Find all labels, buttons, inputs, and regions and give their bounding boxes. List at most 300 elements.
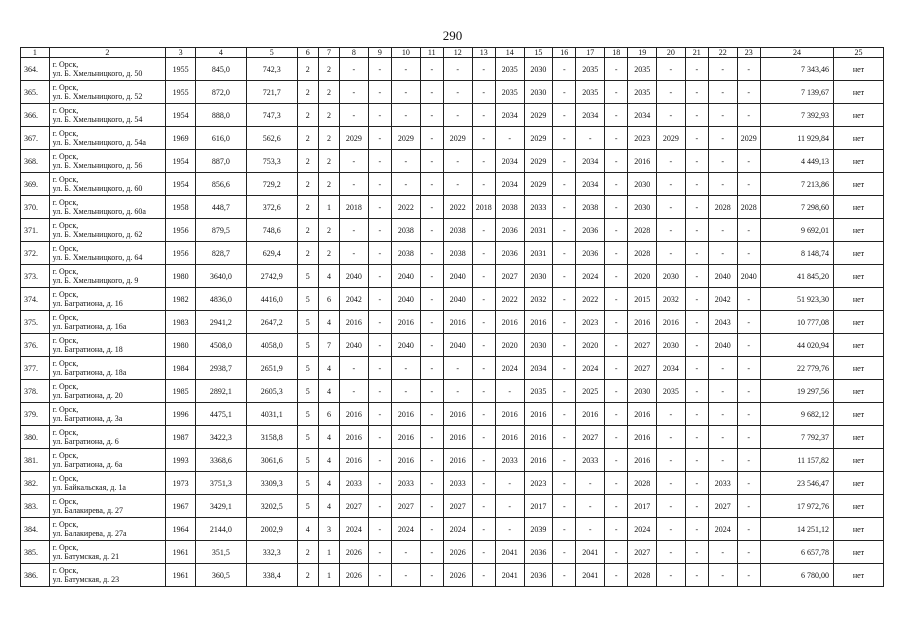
living-area: 562,6 <box>246 127 297 150</box>
repair-year-cell: 2027 <box>340 495 369 518</box>
row-number: 374. <box>21 288 50 311</box>
cost: 7 392,93 <box>760 104 833 127</box>
column-number: 24 <box>760 48 833 58</box>
note: нет <box>834 357 884 380</box>
floors: 5 <box>297 334 318 357</box>
row-number: 369. <box>21 173 50 196</box>
repair-year-cell: - <box>605 265 628 288</box>
repair-year-cell: 2035 <box>576 81 605 104</box>
repair-year-cell: 2016 <box>443 403 472 426</box>
repair-year-cell: - <box>576 518 605 541</box>
repair-year-cell: 2029 <box>443 127 472 150</box>
repair-year-cell: 2028 <box>708 196 737 219</box>
cost: 41 845,20 <box>760 265 833 288</box>
repair-year-cell: - <box>495 127 524 150</box>
floors: 5 <box>297 380 318 403</box>
address-street: ул. Б. Хмельницкого, д. 52 <box>52 92 143 101</box>
column-number: 19 <box>628 48 657 58</box>
table-row <box>21 81 884 104</box>
repair-year-cell: - <box>605 311 628 334</box>
floors: 5 <box>297 472 318 495</box>
repair-year-cell: - <box>420 219 443 242</box>
column-number-row <box>21 48 884 58</box>
repair-year-cell: - <box>368 288 391 311</box>
repair-year-cell: 2016 <box>524 426 553 449</box>
address-street: ул. Багратиона, д. 18а <box>52 368 127 377</box>
repair-year-cell: - <box>605 449 628 472</box>
repair-year-cell: - <box>737 311 760 334</box>
note: нет <box>834 518 884 541</box>
repair-year-cell: - <box>420 173 443 196</box>
table-row <box>21 541 884 564</box>
address-cell <box>49 541 166 564</box>
repair-year-cell: - <box>553 449 576 472</box>
repair-year-cell: 2026 <box>340 541 369 564</box>
cost: 19 297,56 <box>760 380 833 403</box>
repair-year-cell: - <box>553 288 576 311</box>
repair-year-cell: 2040 <box>392 265 421 288</box>
repair-year-cell: - <box>708 242 737 265</box>
repair-year-cell: - <box>472 334 495 357</box>
entrances: 2 <box>318 127 339 150</box>
build-year: 1961 <box>166 564 196 587</box>
repair-year-cell: - <box>737 104 760 127</box>
repair-year-cell: 2027 <box>628 357 657 380</box>
address-cell <box>49 127 166 150</box>
living-area: 332,3 <box>246 541 297 564</box>
address-city: г. Орск, <box>52 497 79 506</box>
repair-year-cell: - <box>340 81 369 104</box>
repair-year-cell: - <box>685 81 708 104</box>
living-area: 4058,0 <box>246 334 297 357</box>
living-area: 4416,0 <box>246 288 297 311</box>
floors: 5 <box>297 265 318 288</box>
repair-year-cell: - <box>420 104 443 127</box>
repair-year-cell: - <box>472 495 495 518</box>
repair-year-cell: 2040 <box>340 334 369 357</box>
address-cell <box>49 173 166 196</box>
repair-year-cell: 2041 <box>495 564 524 587</box>
repair-year-cell: - <box>420 495 443 518</box>
table-row <box>21 426 884 449</box>
repair-year-cell: 2034 <box>495 173 524 196</box>
repair-year-cell: 2016 <box>443 449 472 472</box>
repair-year-cell: 2026 <box>443 541 472 564</box>
build-year: 1955 <box>166 81 196 104</box>
repair-year-cell: - <box>472 357 495 380</box>
repair-year-cell: - <box>657 449 686 472</box>
repair-year-cell: 2027 <box>628 334 657 357</box>
repair-year-cell: - <box>685 403 708 426</box>
row-number: 377. <box>21 357 50 380</box>
living-area: 2742,9 <box>246 265 297 288</box>
entrances: 4 <box>318 472 339 495</box>
repair-year-cell: - <box>420 81 443 104</box>
total-area: 3368,6 <box>195 449 246 472</box>
repair-year-cell: - <box>605 196 628 219</box>
column-number: 12 <box>443 48 472 58</box>
repair-year-cell: - <box>685 150 708 173</box>
repair-year-cell: - <box>443 380 472 403</box>
address-street: ул. Б. Хмельницкого, д. 50 <box>52 69 143 78</box>
repair-year-cell: - <box>685 541 708 564</box>
repair-year-cell: 2026 <box>443 564 472 587</box>
row-number: 376. <box>21 334 50 357</box>
repair-year-cell: 2029 <box>524 104 553 127</box>
repair-year-cell: - <box>605 564 628 587</box>
repair-year-cell: - <box>657 81 686 104</box>
note: нет <box>834 219 884 242</box>
repair-year-cell: - <box>368 518 391 541</box>
repair-year-cell: - <box>576 127 605 150</box>
repair-year-cell: 2029 <box>392 127 421 150</box>
repair-year-cell: - <box>685 173 708 196</box>
repair-year-cell: 2040 <box>392 288 421 311</box>
repair-year-cell: - <box>708 219 737 242</box>
repair-year-cell: 2023 <box>576 311 605 334</box>
address-street: ул. Б. Хмельницкого, д. 60 <box>52 184 143 193</box>
repair-year-cell: - <box>605 334 628 357</box>
repair-year-cell: - <box>392 380 421 403</box>
note: нет <box>834 288 884 311</box>
repair-year-cell: 2024 <box>576 265 605 288</box>
row-number: 378. <box>21 380 50 403</box>
build-year: 1954 <box>166 104 196 127</box>
repair-year-cell: 2030 <box>628 196 657 219</box>
cost: 10 777,08 <box>760 311 833 334</box>
repair-year-cell: 2022 <box>443 196 472 219</box>
repair-year-cell: - <box>368 219 391 242</box>
repair-year-cell: 2016 <box>443 426 472 449</box>
repair-year-cell: 2040 <box>708 334 737 357</box>
repair-year-cell: - <box>392 173 421 196</box>
repair-year-cell: - <box>472 81 495 104</box>
repair-year-cell: 2036 <box>495 242 524 265</box>
repair-year-cell: - <box>392 357 421 380</box>
repair-year-cell: - <box>708 449 737 472</box>
repair-year-cell: - <box>472 472 495 495</box>
repair-year-cell: - <box>420 403 443 426</box>
repair-year-cell: - <box>368 541 391 564</box>
column-number: 8 <box>340 48 369 58</box>
row-number: 384. <box>21 518 50 541</box>
column-number: 10 <box>392 48 421 58</box>
repair-year-cell: 2033 <box>392 472 421 495</box>
repair-year-cell: 2038 <box>443 219 472 242</box>
repair-year-cell: - <box>685 127 708 150</box>
living-area: 3061,6 <box>246 449 297 472</box>
repair-year-cell: - <box>392 564 421 587</box>
entrances: 2 <box>318 104 339 127</box>
column-number: 16 <box>553 48 576 58</box>
column-number: 13 <box>472 48 495 58</box>
row-number: 372. <box>21 242 50 265</box>
repair-year-cell: 2033 <box>524 196 553 219</box>
repair-year-cell: 2035 <box>628 81 657 104</box>
repair-year-cell: - <box>368 311 391 334</box>
total-area: 856,6 <box>195 173 246 196</box>
repair-year-cell: - <box>368 472 391 495</box>
repair-year-cell: - <box>340 104 369 127</box>
cost: 4 449,13 <box>760 150 833 173</box>
repair-year-cell: 2016 <box>628 403 657 426</box>
repair-year-cell: - <box>443 173 472 196</box>
living-area: 3158,8 <box>246 426 297 449</box>
address-cell <box>49 265 166 288</box>
repair-year-cell: - <box>368 104 391 127</box>
repair-year-cell: - <box>605 518 628 541</box>
build-year: 1956 <box>166 219 196 242</box>
repair-year-cell: 2030 <box>524 81 553 104</box>
column-number: 9 <box>368 48 391 58</box>
repair-year-cell: - <box>657 150 686 173</box>
repair-year-cell: - <box>553 334 576 357</box>
repair-year-cell: 2040 <box>392 334 421 357</box>
repair-year-cell: - <box>443 81 472 104</box>
address-city: г. Орск, <box>52 474 79 483</box>
cost: 7 792,37 <box>760 426 833 449</box>
address-street: ул. Багратиона, д. 6а <box>52 460 123 469</box>
total-area: 845,0 <box>195 58 246 81</box>
repair-year-cell: - <box>553 219 576 242</box>
repair-year-cell: - <box>553 265 576 288</box>
repair-year-cell: 2023 <box>524 472 553 495</box>
repair-year-cell: - <box>737 403 760 426</box>
floors: 5 <box>297 357 318 380</box>
repair-year-cell: - <box>605 173 628 196</box>
repair-year-cell: 2016 <box>524 449 553 472</box>
address-city: г. Орск, <box>52 83 79 92</box>
repair-year-cell: - <box>685 242 708 265</box>
column-number: 3 <box>166 48 196 58</box>
note: нет <box>834 472 884 495</box>
repair-year-cell: - <box>657 219 686 242</box>
repair-year-cell: - <box>340 173 369 196</box>
repair-year-cell: - <box>340 242 369 265</box>
note: нет <box>834 449 884 472</box>
repair-year-cell: - <box>737 541 760 564</box>
repair-year-cell: - <box>495 472 524 495</box>
repair-year-cell: - <box>657 242 686 265</box>
entrances: 2 <box>318 150 339 173</box>
note: нет <box>834 426 884 449</box>
entrances: 2 <box>318 58 339 81</box>
cost: 11 157,82 <box>760 449 833 472</box>
table-row <box>21 518 884 541</box>
repair-year-cell: - <box>472 541 495 564</box>
floors: 2 <box>297 81 318 104</box>
address-cell <box>49 58 166 81</box>
repair-year-cell: 2027 <box>628 541 657 564</box>
repair-year-cell: - <box>657 495 686 518</box>
cost: 22 779,76 <box>760 357 833 380</box>
column-number: 4 <box>195 48 246 58</box>
cost: 44 020,94 <box>760 334 833 357</box>
repair-year-cell: 2034 <box>495 150 524 173</box>
repair-year-cell: - <box>605 403 628 426</box>
column-number: 18 <box>605 48 628 58</box>
total-area: 4508,0 <box>195 334 246 357</box>
living-area: 2605,3 <box>246 380 297 403</box>
repair-year-cell: - <box>657 564 686 587</box>
living-area: 2651,9 <box>246 357 297 380</box>
column-number: 11 <box>420 48 443 58</box>
repair-year-cell: - <box>685 518 708 541</box>
total-area: 828,7 <box>195 242 246 265</box>
build-year: 1993 <box>166 449 196 472</box>
column-number: 7 <box>318 48 339 58</box>
repair-year-cell: - <box>553 564 576 587</box>
repair-year-cell: - <box>553 173 576 196</box>
address-street: ул. Багратиона, д. 3а <box>52 414 123 423</box>
total-area: 616,0 <box>195 127 246 150</box>
repair-year-cell: 2028 <box>628 219 657 242</box>
table-row <box>21 472 884 495</box>
repair-year-cell: 2030 <box>628 380 657 403</box>
repair-year-cell: - <box>495 495 524 518</box>
repair-year-cell: - <box>737 357 760 380</box>
repair-year-cell: - <box>708 541 737 564</box>
repair-year-cell: 2031 <box>524 242 553 265</box>
note: нет <box>834 334 884 357</box>
living-area: 721,7 <box>246 81 297 104</box>
total-area: 3640,0 <box>195 265 246 288</box>
repair-year-cell: - <box>472 380 495 403</box>
repair-year-cell: - <box>495 518 524 541</box>
repair-year-cell: - <box>737 242 760 265</box>
address-cell <box>49 150 166 173</box>
repair-year-cell: - <box>553 58 576 81</box>
repair-year-cell: 2039 <box>524 518 553 541</box>
repair-year-cell: 2028 <box>737 196 760 219</box>
repair-year-cell: 2033 <box>576 449 605 472</box>
repair-year-cell: - <box>340 150 369 173</box>
address-city: г. Орск, <box>52 60 79 69</box>
repair-year-cell: 2032 <box>657 288 686 311</box>
living-area: 629,4 <box>246 242 297 265</box>
table-row <box>21 357 884 380</box>
repair-year-cell: - <box>576 472 605 495</box>
repair-year-cell: - <box>420 449 443 472</box>
repair-year-cell: - <box>368 150 391 173</box>
repair-year-cell: 2016 <box>443 311 472 334</box>
repair-year-cell: - <box>708 357 737 380</box>
repair-year-cell: - <box>737 81 760 104</box>
repair-year-cell: - <box>420 242 443 265</box>
repair-year-cell: 2027 <box>392 495 421 518</box>
address-street: ул. Б. Хмельницкого, д. 60а <box>52 207 146 216</box>
cost: 11 929,84 <box>760 127 833 150</box>
repair-year-cell: - <box>737 518 760 541</box>
column-number: 1 <box>21 48 50 58</box>
repair-year-cell: - <box>605 81 628 104</box>
floors: 2 <box>297 104 318 127</box>
repair-year-cell: 2035 <box>495 81 524 104</box>
repair-year-cell: - <box>340 357 369 380</box>
cost: 6 780,00 <box>760 564 833 587</box>
entrances: 4 <box>318 311 339 334</box>
repair-year-cell: - <box>605 541 628 564</box>
repair-year-cell: - <box>685 357 708 380</box>
entrances: 2 <box>318 173 339 196</box>
build-year: 1955 <box>166 58 196 81</box>
repair-year-cell: - <box>368 173 391 196</box>
repair-year-cell: 2028 <box>628 242 657 265</box>
entrances: 1 <box>318 564 339 587</box>
repair-year-cell: - <box>605 472 628 495</box>
repair-year-cell: 2040 <box>737 265 760 288</box>
repair-year-cell: - <box>657 518 686 541</box>
floors: 5 <box>297 449 318 472</box>
row-number: 380. <box>21 426 50 449</box>
repair-year-cell: 2029 <box>524 150 553 173</box>
repair-year-cell: 2016 <box>628 311 657 334</box>
row-number: 370. <box>21 196 50 219</box>
repair-year-cell: 2027 <box>708 495 737 518</box>
repair-year-cell: - <box>737 380 760 403</box>
repair-year-cell: - <box>420 472 443 495</box>
repair-year-cell: - <box>472 242 495 265</box>
repair-year-cell: - <box>420 380 443 403</box>
entrances: 2 <box>318 81 339 104</box>
note: нет <box>834 58 884 81</box>
build-year: 1954 <box>166 150 196 173</box>
repair-year-cell: 2016 <box>495 403 524 426</box>
repair-year-cell: 2025 <box>576 380 605 403</box>
cost: 23 546,47 <box>760 472 833 495</box>
repair-year-cell: - <box>472 403 495 426</box>
repair-year-cell: - <box>685 58 708 81</box>
living-area: 372,6 <box>246 196 297 219</box>
repair-year-cell: 2027 <box>495 265 524 288</box>
table-row <box>21 242 884 265</box>
repair-year-cell: - <box>472 104 495 127</box>
row-number: 379. <box>21 403 50 426</box>
repair-year-cell: 2036 <box>495 219 524 242</box>
address-cell <box>49 518 166 541</box>
repair-year-cell: - <box>553 426 576 449</box>
repair-year-cell: - <box>553 541 576 564</box>
build-year: 1980 <box>166 265 196 288</box>
repair-year-cell: - <box>420 541 443 564</box>
column-number: 25 <box>834 48 884 58</box>
repair-year-cell: - <box>420 265 443 288</box>
repair-year-cell: - <box>685 104 708 127</box>
build-year: 1980 <box>166 334 196 357</box>
row-number: 383. <box>21 495 50 518</box>
address-street: ул. Багратиона, д. 16 <box>52 299 123 308</box>
repair-year-cell: - <box>443 357 472 380</box>
floors: 2 <box>297 173 318 196</box>
total-area: 887,0 <box>195 150 246 173</box>
repair-year-cell: - <box>685 288 708 311</box>
cost: 9 682,12 <box>760 403 833 426</box>
repair-year-cell: 2034 <box>576 150 605 173</box>
total-area: 3751,3 <box>195 472 246 495</box>
address-cell <box>49 564 166 587</box>
row-number: 365. <box>21 81 50 104</box>
total-area: 2941,2 <box>195 311 246 334</box>
repair-year-cell: 2020 <box>628 265 657 288</box>
repair-year-cell: - <box>737 58 760 81</box>
table-row <box>21 495 884 518</box>
total-area: 2144,0 <box>195 518 246 541</box>
address-city: г. Орск, <box>52 244 79 253</box>
repair-year-cell: - <box>392 541 421 564</box>
note: нет <box>834 81 884 104</box>
repair-year-cell: 2016 <box>524 403 553 426</box>
repair-year-cell: 2036 <box>524 564 553 587</box>
